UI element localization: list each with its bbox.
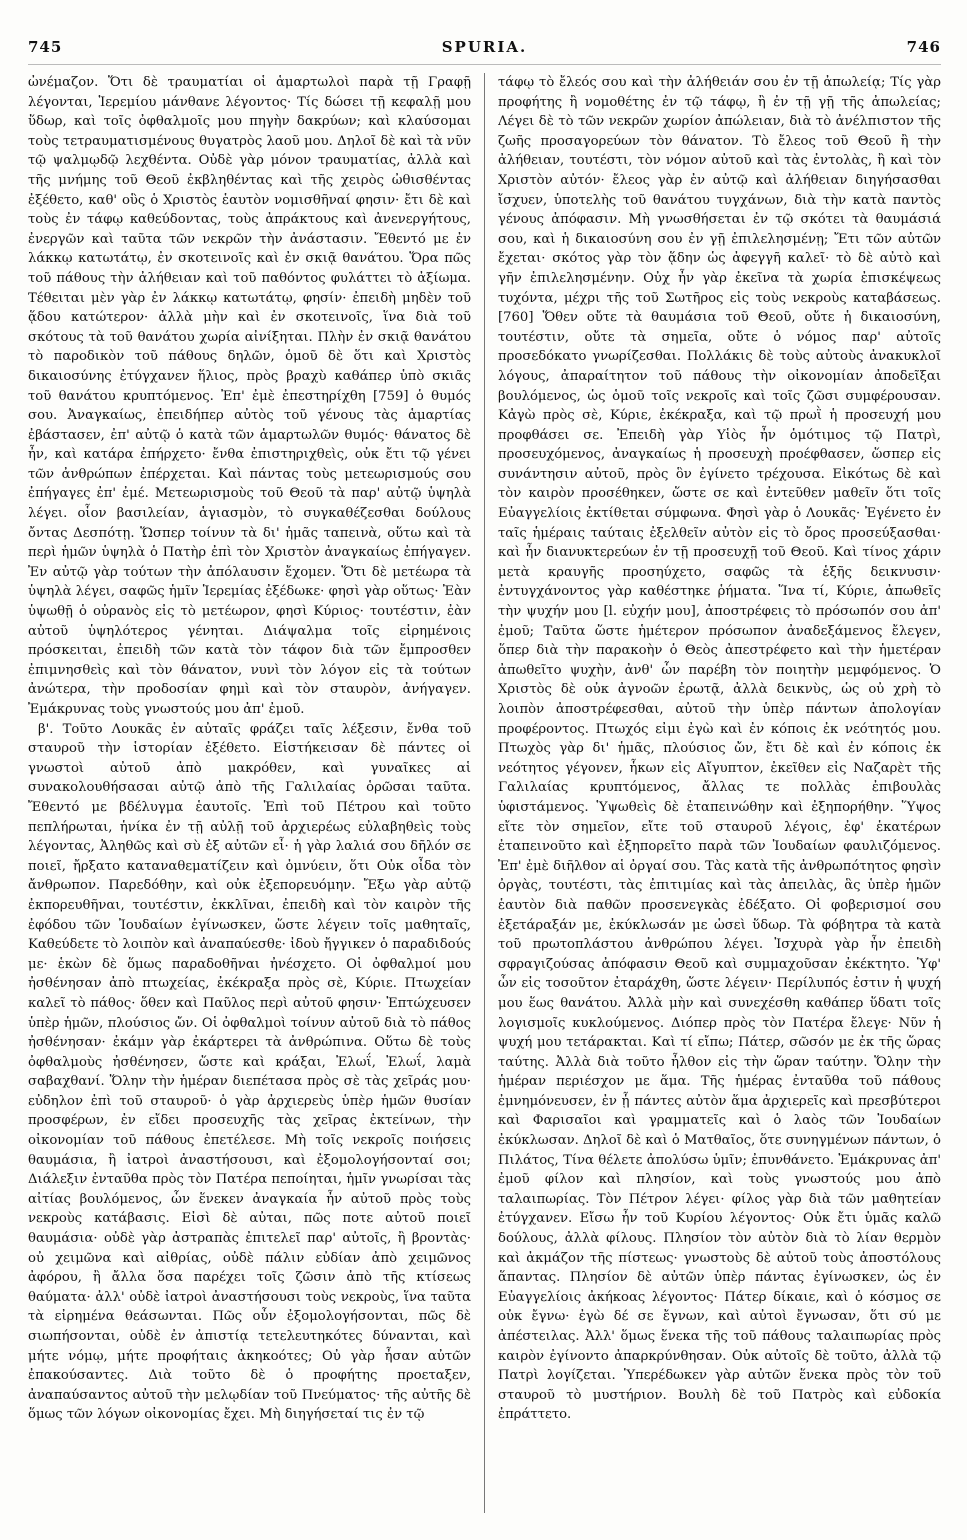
- right-column: [498, 73, 941, 1513]
- right-column-paragraph-1: τάφῳ τὸ ἔλεός σου καὶ τὴν ἀλήθειάν σου ἐν τῇ ἀπωλείᾳ; Τίς γὰρ προφήτης ἢ νομοθέτης ἐν τῷ τάφῳ, ἢ ἐν τῇ γῇ τῆς ἀπωλείας; Λέγει δὲ τὸ τῶν νεκρῶν χωρίον ἀπώλειαν, διὰ τὸ ἀνέλπιστον τῆς ζωῆς προσαγορεύων τὸν θάνατον. Τὸ ἔλεος τοῦ Θεοῦ ἢ τὴν ἀλήθειαν, τουτέστι, τὸν νόμον αὐτοῦ καὶ τὰς ἐντολὰς, ἢ καὶ τὸν Χριστὸν αὐτόν· ἔλεος γὰρ ἐν αὐτῷ καὶ ἀλήθειαν διηγήσασθαι ἴσχυεν, ὑποτελὴς τοῦ θανάτου τυγχάνων, διὰ τὴν κατὰ παντὸς γένους ἀπόφασιν. Μὴ γνωσθήσεται ἐν τῷ σκότει τὰ θαυμάσιά σου, καὶ ἡ δικαιοσύνη σου ἐν γῇ ἐπιλελησμένῃ; Ἔτι τῶν αὐτῶν ἔχεται· σκότος γὰρ τὸν ᾅδην ὡς ἀφεγγῆ καλεῖ· τὸ δὲ αὐτὸ καὶ γῆν ἐπιλελησμένην. Οὐχ ἦν γὰρ ἐκεῖνα τὰ χωρία ἐπισκέψεως τυχόντα, μέχρι τῆς τοῦ Σωτῆρος εἰς τοὺς νεκροὺς καταβάσεως. [760] Ὅθεν οὔτε τὰ θαυμάσια τοῦ Θεοῦ, οὔτε ἡ δικαιοσύνη, τουτέστιν, οὔτε τὰ σημεῖα, οὔτε ὁ νόμος παρ' αὐτοῖς προσεδόκατο γνωρίζεσθαι. Πολλάκις δὲ τοὺς αὐτοὺς ἀνακυκλοῖ λόγους, ἀπαραίτητον τοῦ πάθους τὴν οἰκονομίαν ἀποδεῖξαι βουλόμενος, ὡς ὁμοῦ τοῖς νεκροῖς καὶ τοῖς ζῶσι συμφέρουσαν. Κἀγὼ πρὸς σὲ, Κύριε, ἐκέκραξα, καὶ τῷ πρωῒ ἡ προσευχή μου προφθάσει σε. Ἐπειδὴ γὰρ Υἱὸς ἦν ὁμότιμος τῷ Πατρὶ, προσευχόμενος, ἀναγκαίως ἡ προσευχὴ προέφθασεν, ὥσπερ εἰς συνάντησιν αὐτοῦ, πρὸς ὃν ἐγίνετο τρέχουσα. Εἰκότως δὲ καὶ τὸν καιρὸν προσέθηκεν, ὥστε σε καὶ ἐντεῦθεν μαθεῖν ὅτι τοῖς Εὐαγγελίοις ἐκτίθεται σύμφωνα. Φησὶ γὰρ ὁ Λουκᾶς· Ἐγένετο ἐν ταῖς ἡμέραις ταύταις ἐξελθεῖν αὐτὸν εἰς τὸ ὄρος προσεύξασθαι· καὶ ἦν διανυκτερεύων ἐν τῇ προσευχῇ τοῦ Θεοῦ. Καὶ τίνος χάριν μετὰ κραυγῆς προσηύχετο, σαφῶς τὰ ἑξῆς δεικνυσιν· ἐντυγχάνοντος γὰρ καθέστηκε ῥήματα. Ἵνα τί, Κύριε, ἀπωθεῖς τὴν ψυχήν μου [l. εὐχήν μου], ἀποστρέφεις τὸ πρόσωπόν σου ἀπ' ἐμοῦ; Ταῦτα ὥστε ἡμέτερον πρόσωπον ἀναδεξάμενος ἔλεγεν, ὅπερ διὰ τὴν παρακοὴν ὁ Θεὸς ἀπεστρέφετο καὶ τὴν ἡμετέραν ἀπωθεῖτο ψυχὴν, ἀνθ' ὧν παρέβη τὸν ποιητὴν μεμφόμενος. Ὁ Χριστὸς δὲ οὐκ ἀγνοῶν ἐρωτᾷ, ἀλλὰ δεικνὺς, ὡς οὐ χρὴ τὸ λοιπὸν ἀποστρέφεσθαι, αὐτοῦ τὴν ὑπὲρ πάντων ἀπολογίαν προφέροντος. Πτωχός εἰμι ἐγὼ καὶ ἐν κόποις ἐκ νεότητός μου. Πτωχὸς γὰρ δι' ἡμᾶς, πλούσιος ὤν, ἔτι δὲ καὶ ἐν κόποις ἐκ νεότητος γέγονεν, ἧκων εἰς Αἴγυπτον, ἐκεῖθεν εἰς Ναζαρὲτ τῆς Γαλιλαίας κρυπτόμενος, ἄλλας τε πολλὰς ἐπιβουλὰς ὑφιστάμενος. Ὑψωθεὶς δὲ ἐταπεινώθην καὶ ἐξηπορήθην. Ὕψος εἴτε τὸν σημεῖον, εἴτε τοῦ σταυροῦ λέγοις, ἐφ' ἑκατέρων ἐταπεινοῦτο καὶ ἐξηπορεῖτο παρὰ τῶν Ἰουδαίων φαυλιζόμενος. Ἐπ' ἐμὲ διῆλθον αἱ ὀργαί σου. Τὰς κατὰ τῆς ἀνθρωπότητος φησὶν ὀργὰς, τουτέστι, τὰς ἐπιτιμίας καὶ τὰς ἀπειλὰς, ἃς ὑπὲρ ἡμῶν ἑαυτὸν διὰ παθῶν προσενεγκὰς ἐδέξατο. Οἱ φοβερισμοί σου ἐξετάραξάν με, ἐκύκλωσάν με ὡσεὶ ὕδωρ. Τὰ φόβητρα τὰ κατὰ τοῦ πρωτοπλάστου ἀνθρώπου λέγει. Ἰσχυρὰ γὰρ ἦν ἐπειδὴ σφραγιζούσας ἀπόφασιν Θεοῦ καὶ συμμαχοῦσαν ἐκέκτητο. Ὑφ' ὧν εἰς τοσοῦτον ἐταράχθη, ὥστε λέγειν· Περίλυπός ἐστιν ἡ ψυχή μου ἕως θανάτου. Ἀλλὰ μὴν καὶ συνεχέσθη καθάπερ ὕδατι τοῖς λογισμοῖς κυκλούμενος. Διόπερ πρὸς τὸν Πατέρα ἔλεγε· Νῦν ἡ ψυχή μου τετάρακται. Καὶ τί εἴπω; Πάτερ, σῶσόν με ἐκ τῆς ὥρας ταύτης. Ἀλλὰ διὰ τοῦτο ἦλθον εἰς τὴν ὥραν ταύτην. Ὅλην τὴν ἡμέραν περιέσχον με ἅμα. Τῆς ἡμέρας ἐνταῦθα τοῦ πάθους ἐμνημόνευσεν, ἐν ᾗ πάντες αὐτὸν ἅμα ἀρχιερεῖς καὶ πρεσβύτεροι καὶ Φαρισαῖοι καὶ γραμματεῖς καὶ ὁ λαὸς τῶν Ἰουδαίων ἐκύκλωσαν. Δηλοῖ δὲ καὶ ὁ Ματθαῖος, ὅτε συνηγμένων πάντων, ὁ Πιλάτος, Τίνα θέλετε ἀπολύσω ὑμῖν; ἐπυνθάνετο. Ἐμάκρυνας ἀπ' ἐμοῦ φίλον καὶ πλησίον, καὶ τοὺς γνωστούς μου ἀπὸ ταλαιπωρίας. Τὸν Πέτρον λέγει· φίλος γὰρ διὰ τῶν μαθητείαν ἐτύγχανεν. Εἴσω ἦν τοῦ Κυρίου λέγοντος· Οὐκ ἔτι ὑμᾶς καλῶ δούλους, ἀλλὰ φίλους. Πλησίον τὸν αὐτὸν διὰ τὸ λίαν θερμὸν καὶ ἀκμάζον τῆς πίστεως· γνωστοὺς δὲ αὐτοῦ τοὺς ἀποστόλους ἅπαντας. Πλησίον δὲ αὐτῶν ὑπὲρ πάντας ἐγίνωσκεν, ὡς ἐν Εὐαγγελίοις ἀκήκοας λέγοντος· Πάτερ δίκαιε, καὶ ὁ κόσμος σε οὐκ ἔγνω· ἐγὼ δέ σε ἔγνων, καὶ αὐτοὶ ἔγνωσαν, ὅτι σύ με ἀπέστειλας. Ἀλλ' ὅμως ἕνεκα τῆς τοῦ πάθους ταλαιπωρίας πρὸς καιρὸν ἐγίνοντο ἀπαρκρύνθησαν. Οὐκ αὐτοῖς δὲ τοῦτο, ἀλλὰ τῷ Πατρὶ λογίζεται. Ὑπερέδωκεν γὰρ αὐτῶν ἕνεκα πρὸς τὸν τοῦ σταυροῦ τὸ μυστήριον. Βουλὴ δὲ τοῦ Πατρὸς καὶ εὐδοκία ἐπράττετο.: [498, 75, 941, 1423]
- right-page-number: 746: [906, 38, 941, 56]
- left-page-number: 745: [28, 38, 63, 56]
- left-column-paragraph-1: ὠνέμαζον. Ὅτι δὲ τραυματίαι οἱ ἁμαρτωλοὶ παρὰ τῇ Γραφῇ λέγονται, Ἱερεμίου μάνθανε λέγοντος· Τίς δώσει τῇ κεφαλῇ μου ὕδωρ, καὶ τοῖς ὀφθαλμοῖς μου πηγὴν δακρύων; καὶ κλαύσομαι τοὺς τετραυματισμένους θυγατρὸς λαοῦ μου. Δηλοῖ δὲ καὶ τὰ νῦν τῷ ψαλμῳδῷ λεχθέντα. Οὐδὲ γὰρ μόνον τραυματίας, ἀλλὰ καὶ τῆς μνήμης τοῦ Θεοῦ ἐκβληθέντας καὶ τῆς χειρὸς ὠθισθέντας ἐξέθετο, καθ' οὓς ὁ Χριστὸς ἑαυτὸν νομισθῆναί φησιν· ἔτι δὲ καὶ τοὺς ἐν τάφῳ καθεύδοντας, τοὺς ἀπράκτους καὶ ἀνενεργήτους, ἐνεργῶν καὶ ταῦτα τῶν νεκρῶν τὴν ἀνάστασιν. Ἔθεντό με ἐν λάκκῳ κατωτάτῳ, ἐν σκοτεινοῖς καὶ ἐν σκιᾷ θανάτου. Ὅρα πῶς τοῦ πάθους τὴν ἀλήθειαν καὶ τοῦ παθόντος φυλάττει τὸ ἀξίωμα. Τέθειται μὲν γὰρ ἐν λάκκῳ κατωτάτῳ, φησίν· ἐπειδὴ μηδὲν τοῦ ᾅδου κατώτερον· ἀλλὰ μὴν καὶ ἐν σκοτεινοῖς, ἵνα διὰ τοῦ σκότους τὰ τοῦ θανάτου χωρία αἰνίξηται. Πλὴν ἐν σκιᾷ θανάτου τὸ παροδικὸν τοῦ πάθους δηλῶν, ὁμοῦ δὲ ὅτι καὶ Χριστὸς δικαιοσύνης ἐτύγχανεν ἥλιος, πρὸς βραχὺ καθάπερ ὑπὸ σκιᾶς τοῦ θανάτου κρυπτόμενος. Ἐπ' ἐμὲ ἐπεστηρίχθη [759] ὁ θυμός σου. Ἀναγκαίως, ἐπειδήπερ αὐτὸς τοῦ γένους τὰς ἁμαρτίας ἐβάστασεν, ἐπ' αὐτῷ ὁ κατὰ τῶν ἁμαρτωλῶν θυμός· θάνατος δὲ ἦν, καὶ κατάρα ἐπήρχετο· ἔνθα ἐπιστηριχθεὶς, οὐκ ἔτι τῷ γένει τῶν ἀνθρώπων ἐπέρχεται. Καὶ πάντας τοὺς μετεωρισμούς σου ἐπήγαγες ἐπ' ἐμέ. Μετεωρισμοὺς τοῦ Θεοῦ τὰ παρ' αὐτῷ ὑψηλὰ λέγει. οἷον βασιλείαν, ἁγιασμὸν, τὸ συγκαθέζεσθαι δούλους ὄντας Δεσπότῃ. Ὥσπερ τοίνυν τὰ δι' ἡμᾶς ταπεινὰ, οὕτω καὶ τὰ περὶ ἡμῶν ὑψηλὰ ὁ Πατὴρ ἐπὶ τὸν Χριστὸν ἀναγκαίως ἐπήγαγεν. Ἐν αὐτῷ γὰρ τούτων τὴν ἀπόλαυσιν ἔχομεν. Ὅτι δὲ μετέωρα τὰ ὑψηλὰ λέγει, σαφῶς ἡμῖν Ἱερεμίας ἐξέδωκε· φησὶ γὰρ οὕτως· Ἐὰν ὑψωθῇ ὁ οὐρανὸς εἰς τὸ μετέωρον, φησὶ Κύριος· τουτέστιν, ἐὰν αὐτοῦ ὑψηλότερος γένηται. Διάψαλμα τοῖς εἰρημένοις πρόσκειται, ἐπειδὴ τῶν κατὰ τὸν τάφον διὰ τῶν ἔμπροσθεν ἐπιμνησθεὶς καὶ τὸν θάνατον, νυνὶ τὸν λόγον εἰς τὰ τούτων ἀνώτερα, τὴν προδοσίαν φημὶ καὶ τὸν σταυρὸν, ἀνήγαγεν. Ἐμάκρυνας τοὺς γνωστούς μου ἀπ' ἐμοῦ.: [28, 75, 471, 717]
- running-title: SPURIA.: [441, 38, 528, 56]
- left-column-paragraph-2: β'. Τοῦτο Λουκᾶς ἐν αὐταῖς φράζει ταῖς λέξεσιν, ἔνθα τοῦ σταυροῦ τὴν ἱστορίαν ἐξέθετο. Εἱστήκεισαν δὲ πάντες οἱ γνωστοὶ αὐτοῦ ἀπὸ μακρόθεν, καὶ γυναῖκες αἱ συνακολουθήσασαι αὐτῷ ἀπὸ τῆς Γαλιλαίας ὁρῶσαι ταῦτα. Ἔθεντό με βδέλυγμα ἑαυτοῖς. Ἐπὶ τοῦ Πέτρου καὶ τοῦτο πεπλήρωται, ἡνίκα ἐν τῇ αὐλῇ τοῦ ἀρχιερέως εὐλαβηθεὶς τοὺς λέγοντας, Ἀληθῶς καὶ σὺ ἐξ αὐτῶν εἶ· ἡ γὰρ λαλιά σου δῆλόν σε ποιεῖ, ἤρξατο καταναθεματίζειν καὶ ὀμνύειν, ὅτι Οὐκ οἶδα τὸν ἄνθρωπον. Παρεδόθην, καὶ οὐκ ἐξεπορευόμην. Ἔξω γὰρ αὐτῷ ἐκπορευθῆναι, τουτέστιν, ἐκκλῖναι, ἐπειδὴ καὶ τὸν καιρὸν τῆς ἐφόδου τῶν Ἰουδαίων ἐγίνωσκεν, ὥστε λέγειν τοῖς μαθηταῖς, Καθεύδετε τὸ λοιπὸν καὶ ἀναπαύεσθε· ἰδοὺ ἤγγικεν ὁ παραδιδούς με· ἑκὼν δὲ ὅμως παραδοθῆναι ἠνέσχετο. Οἱ ὀφθαλμοί μου ἠσθένησαν ἀπὸ πτωχείας, ἐκέκραξα πρὸς σὲ, Κύριε. Πτωχείαν καλεῖ τὸ πάθος· ὅθεν καὶ Παῦλος περὶ αὐτοῦ φησιν· Ἐπτώχευσεν ὑπὲρ ἡμῶν, πλούσιος ὤν. Οἱ ὀφθαλμοὶ τοίνυν αὐτοῦ διὰ τὸ πάθος ἠσθένησαν· ἐκάμν γὰρ ἐκάρτερει τὰ ἀνθρώπινα. Οὕτω δὲ τοὺς ὀφθαλμοὺς ἠσθένησεν, ὥστε καὶ κράξαι, Ἐλωΐ, Ἐλωΐ, λαμὰ σαβαχθανί. Ὅλην τὴν ἡμέραν διεπέτασα πρὸς σὲ τὰς χεῖράς μου· εὐδηλον ἐπὶ τοῦ σταυροῦ· ὁ γὰρ ἀρχιερεὺς ὑπὲρ ἡμῶν θυσίαν προσφέρων, ἐν εἴδει προσευχῆς τὰς χεῖρας ἐκτείνων, τὴν οἰκονομίαν τοῦ πάθους ἐπετέλεσε. Μὴ τοῖς νεκροῖς ποιήσεις θαυμάσια, ἢ ἰατροὶ ἀναστήσουσι, καὶ ἐξομολογήσονταί σοι; Διάλεξιν ἐνταῦθα πρὸς τὸν Πατέρα πεποίηται, ἡμῖν γνωρίσαι τὰς αἰτίας βουλόμενος, ὧν ἕνεκεν ἀναγκαία ἦν αὐτοῦ πρὸς τοὺς νεκροὺς κατάβασις. Εἰσὶ δὲ αὐται, πῶς ποτε αὐτοῦ ποιεῖ θαυμάσια· οὐδὲ γὰρ ἀστραπὰς ἐπιτελεῖ παρ' αὐτοῖς, ἢ βροντὰς· οὐ χειμῶνα καὶ αἰθρίας, οὐδὲ πάλιν εὐδίαν ἀπὸ χειμῶνος ἀφόρου, ἢ ἄλλα ὅσα παρέχει τοῖς ζῶσιν ἀπὸ τῆς κτίσεως θαύματα· ἀλλ' οὐδὲ ἰατροὶ ἀναστήσουσι τοὺς νεκροὺς, ἵνα ταῦτα τὰ εἰρημένα θεάσωνται. Πῶς οὖν ἐξομολογήσονται, πῶς δὲ σιωπήσονται, οὐδὲ ἐν ἀπιστίᾳ τετελευτηκότες δύνανται, καὶ μήτε νόμῳ, μήτε προφήταις ἀκηκοότες; Οὐ γὰρ ἦσαν αὐτῶν ἐπακούσαντες. Διὰ τοῦτο δὲ ὁ προφήτης προεταξεν, ἀναπαύσαντος αὐτοῦ τὴν μελῳδίαν τοῦ Πνεύματος· τῆς αὐτῆς δὲ ὅμως τῶν λόγων οἰκονομίας ἔχει. Μὴ διηγήσεταί τις ἐν τῷ: [28, 721, 471, 1423]
- running-header: [28, 38, 941, 65]
- left-column: [28, 73, 471, 1513]
- column-divider: [484, 73, 485, 1513]
- two-column-body: [28, 73, 941, 1513]
